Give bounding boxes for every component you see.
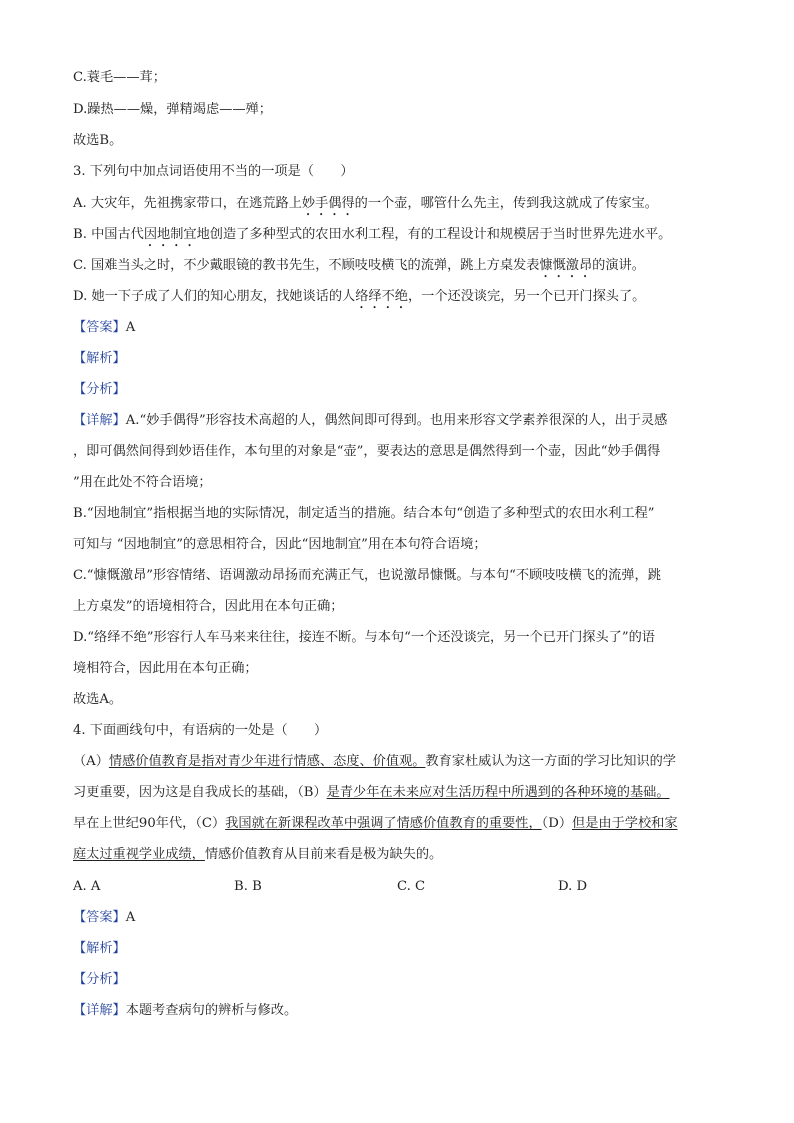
- q3-option-a-keyword: 妙手偶得: [301, 196, 355, 211]
- q3-option-b: B. 中国古代因地制宜地创造了多种型式的农田水利工程，有的工程设计和规模居于当时世界先进水平。: [73, 227, 672, 242]
- q4-passage-line-1: （A）情感价值教育是指对青少年进行情感、态度、价值观。教育家杜威认为这一方面的学习比知识的学: [73, 754, 676, 769]
- q4-underline-c: 我国就在新课程改革中强调了情感价值教育的重要性，: [225, 816, 542, 831]
- q4-underline-d: 但是由于学校和家: [572, 816, 678, 831]
- q3-option-d-keyword: 络绎不绝: [355, 289, 408, 304]
- q4-underline-a: 情感价值教育是指对青少年进行情感、态度、价值观。: [108, 754, 426, 769]
- detail-tag: 【详解】: [73, 413, 126, 428]
- jiexi-tag: 【解析】: [73, 941, 126, 956]
- detail-tag: 【详解】: [73, 1003, 126, 1018]
- q3-detail-line-8: D.“络绎不绝”形容行人车马来来往往，接连不断。与本句“一个还没谈完，另一个已开门探头了”的语: [73, 630, 655, 645]
- q4-option-b: B. B: [234, 879, 262, 894]
- jiexi-tag: 【解析】: [73, 351, 126, 366]
- q3-answer: 【答案】A: [73, 320, 136, 335]
- q3-detail-line-2: ，即可偶然间得到妙语佳作，本句里的对象是“壶”，要表达的意思是偶然得到一个壶，因此“妙手偶得: [73, 444, 661, 459]
- q3-detail-line-9: 境相符合，因此用在本句正确；: [73, 661, 258, 676]
- q4-passage-line-2: 习更重要，因为这是自我成长的基础，（B）是青少年在未来应对生活历程中所遇到的各种环境的基础。: [73, 785, 670, 800]
- q3-detail-line-6: C.“慷慨激昂”形容情绪、语调激动昂扬而充满正气，也说激昂慷慨。与本句“不顾吱吱横飞的流弹，跳: [73, 568, 661, 583]
- fenxi-tag: 【分析】: [73, 972, 126, 987]
- q4-underline-d-cont: 庭太过重视学业成绩，: [73, 847, 205, 862]
- prev-option-c: C.蓑毛——茸；: [73, 70, 166, 85]
- q3-option-c-keyword: 慷慨激昂: [539, 258, 593, 273]
- q4-option-a: A. A: [73, 879, 101, 894]
- q3-option-d: D. 她一下子成了人们的知心朋友，找她谈话的人络绎不绝，一个还没谈完，另一个已开门探头了。: [73, 289, 646, 304]
- q4-passage-line-4: 庭太过重视学业成绩，情感价值教育从目前来看是极为缺失的。: [73, 847, 443, 862]
- q3-fenxi: [73, 381, 723, 399]
- q3-detail-line-1: 【详解】A.“妙手偶得”形容技术高超的人，偶然间即可得到。也用来形容文学素养很深的人，出于灵感: [73, 413, 668, 428]
- q4-detail: 【详解】本题考查病句的辨析与修改。: [73, 1003, 298, 1018]
- q4-option-c: C. C: [397, 879, 426, 894]
- q3-detail-line-4: B.“因地制宜”指根据当地的实际情况，制定适当的措施。结合本句“创造了多种型式的农田水利工程”: [73, 506, 655, 521]
- q3-detail-line-7: 上方桌发”的语境相符合，因此用在本句正确；: [73, 599, 344, 614]
- q3-option-a: A. 大灾年，先祖携家带口，在逃荒路上妙手偶得的一个壶，哪管什么先主，传到我这就成了传家宝。: [73, 196, 658, 211]
- prev-option-d: D.躁热——燥，弹精竭虑——殚；: [73, 102, 272, 117]
- answer-tag: 【答案】: [73, 320, 126, 335]
- q4-jiexi: [73, 940, 723, 958]
- q3-option-c: C. 国难当头之时，不少戴眼镜的教书先生，不顾吱吱横飞的流弹，跳上方桌发表慷慨激昂的演讲。: [73, 258, 645, 273]
- q3-conclusion: 故选A。: [73, 692, 123, 707]
- q4-fenxi: [73, 971, 723, 989]
- q4-answer: 【答案】A: [73, 910, 136, 925]
- q3-jiexi: [73, 350, 723, 368]
- q4-underline-b: 是青少年在未来应对生活历程中所遇到的各种环境的基础。: [326, 785, 670, 800]
- q4-passage-line-3: 早在上世纪90年代，（C）我国就在新课程改革中强调了情感价值教育的重要性，（D）但是由于学校和家: [73, 816, 678, 831]
- q3-stem: 3. 下列句中加点词语使用不当的一项是（ ）: [73, 164, 354, 179]
- q3-detail-line-3: ”用在此处不符合语境；: [73, 475, 212, 490]
- q3-option-b-keyword: 因地制宜: [143, 227, 197, 242]
- q3-detail-line-5: 可知与 “因地制宜”的意思相符合，因此“因地制宜”用在本句符合语境；: [73, 537, 487, 552]
- q4-stem: 4. 下面画线句中，有语病的一处是（ ）: [73, 723, 328, 738]
- fenxi-tag: 【分析】: [73, 382, 126, 397]
- prev-answer: 故选B。: [73, 133, 123, 148]
- q4-option-d: D. D: [558, 879, 588, 894]
- answer-tag: 【答案】: [73, 910, 126, 925]
